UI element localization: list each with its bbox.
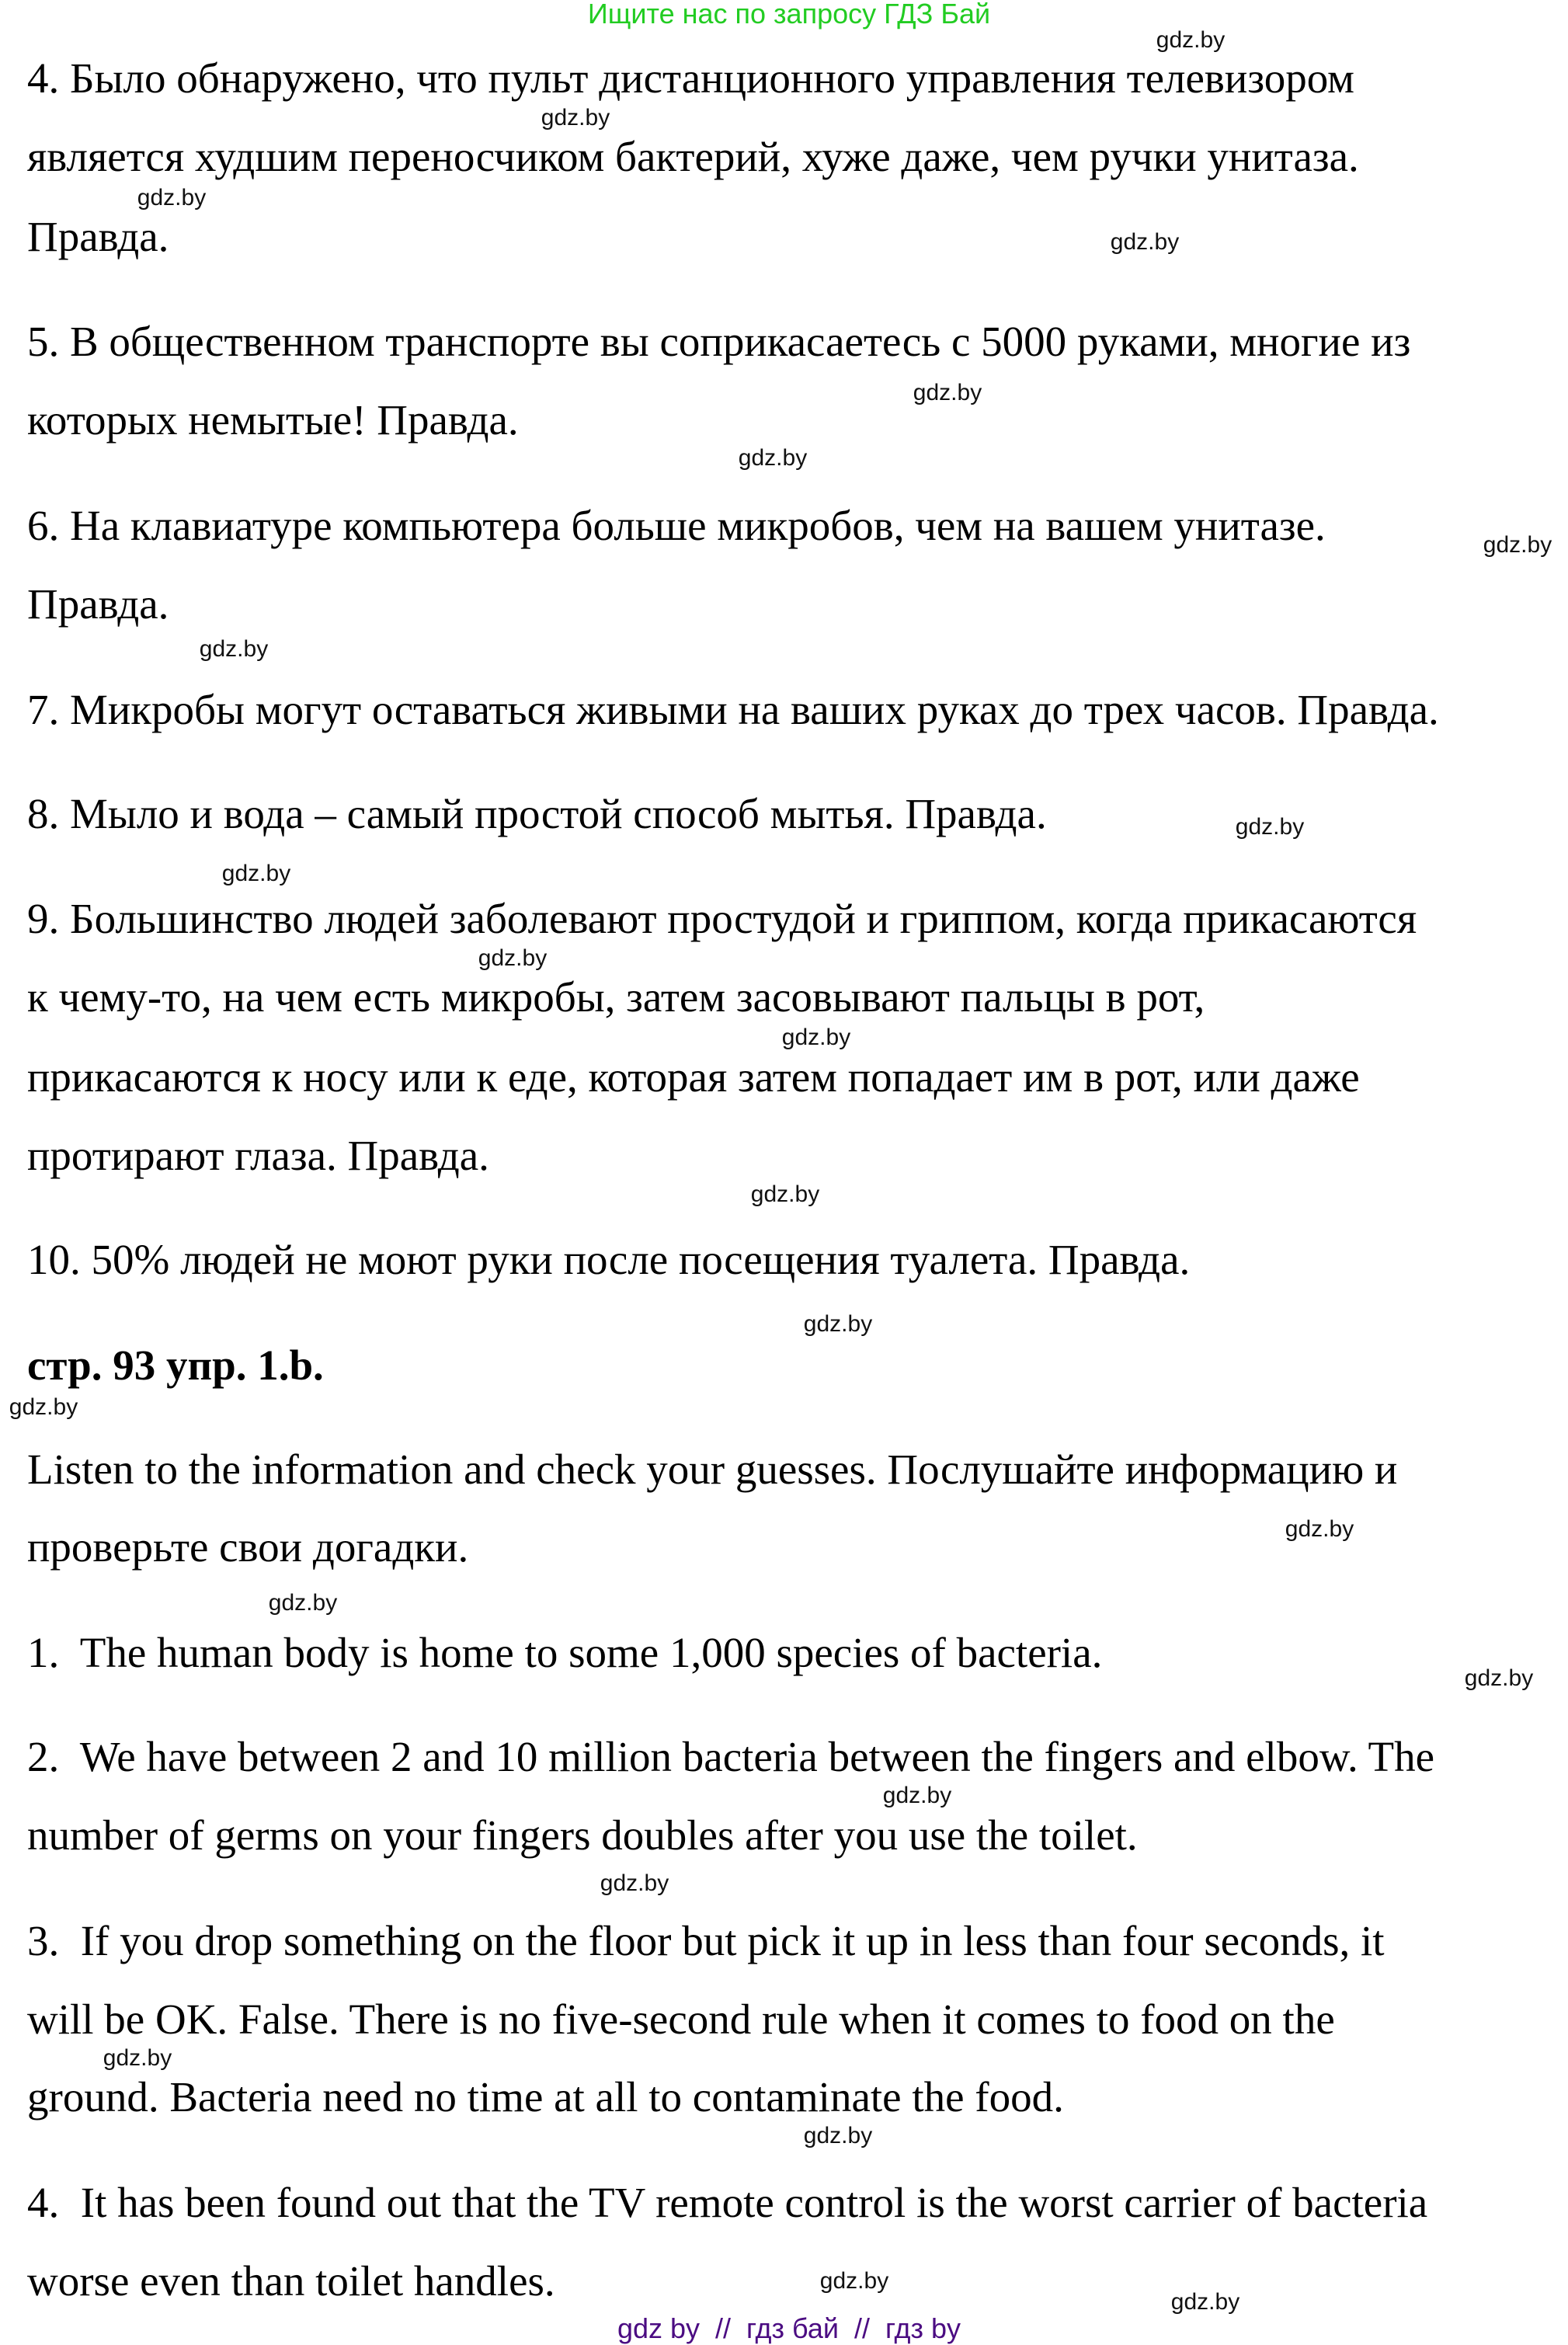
watermark: gdz.by xyxy=(781,1025,851,1050)
watermark: gdz.by xyxy=(9,1394,78,1420)
watermark: gdz.by xyxy=(1156,27,1226,53)
text-line: Правда. xyxy=(27,213,169,260)
search-banner[interactable]: Ищите нас по запросу ГДЗ Бай xyxy=(587,0,991,30)
watermark: gdz.by xyxy=(600,1870,669,1896)
text-line: к чему-то, на чем есть микробы, затем засовывают пальцы в рот, xyxy=(27,973,1205,1021)
watermark: gdz.by xyxy=(1464,1665,1534,1691)
text-line: протирают глаза. Правда. xyxy=(27,1132,489,1179)
text-line: 4. It has been found out that the TV remote control is the worst carrier of bacteria xyxy=(27,2179,1428,2226)
text-line: Правда. xyxy=(27,580,169,628)
text-line: 1. The human body is home to some 1,000 species of bacteria. xyxy=(27,1629,1103,1676)
watermark: gdz.by xyxy=(803,1311,873,1337)
watermark: gdz.by xyxy=(199,636,269,662)
text-line: 9. Большинство людей заболевают простудой и гриппом, когда прикасаются xyxy=(27,895,1417,942)
text-line: will be OK. False. There is no five-second rule when it comes to food on the xyxy=(27,1995,1335,2043)
text-line: 6. На клавиатуре компьютера больше микробов, чем на вашем унитазе. xyxy=(27,502,1326,549)
text-line: 2. We have between 2 and 10 million bacteria between the fingers and elbow. The xyxy=(27,1733,1434,1780)
text-line: 5. В общественном транспорте вы соприкасаетесь с 5000 руками, многие из xyxy=(27,318,1411,365)
watermark: gdz.by xyxy=(1170,2289,1240,2315)
watermark: gdz.by xyxy=(738,445,808,471)
watermark: gdz.by xyxy=(882,1783,952,1808)
text-line: Listen to the information and check your guesses. Послушайте информацию и xyxy=(27,1446,1398,1493)
watermark: gdz.by xyxy=(221,861,291,886)
watermark: gdz.by xyxy=(1110,229,1180,255)
text-line: ground. Bacteria need no time at all to contaminate the food. xyxy=(27,2073,1064,2121)
text-line: number of germs on your fingers doubles after you use the toilet. xyxy=(27,1811,1138,1859)
watermark: gdz.by xyxy=(103,2045,172,2071)
text-line: 4. Было обнаружено, что пульт дистанционного управления телевизором xyxy=(27,54,1354,102)
watermark: gdz.by xyxy=(268,1590,338,1616)
watermark: gdz.by xyxy=(750,1181,820,1207)
section-heading: стр. 93 упр. 1.b. xyxy=(27,1341,324,1389)
footer-links[interactable]: gdz by // гдз бай // гдз by xyxy=(617,2312,961,2344)
watermark: gdz.by xyxy=(1235,814,1305,840)
watermark: gdz.by xyxy=(1285,1516,1354,1542)
watermark: gdz.by xyxy=(541,105,610,130)
text-line: 8. Мыло и вода – самый простой способ мытья. Правда. xyxy=(27,790,1047,837)
text-line: 3. If you drop something on the floor but pick it up in less than four seconds, it xyxy=(27,1917,1385,1964)
text-line: 10. 50% людей не моют руки после посещения туалета. Правда. xyxy=(27,1236,1191,1283)
watermark: gdz.by xyxy=(137,185,207,210)
text-line: 7. Микробы могут оставаться живыми на ваших руках до трех часов. Правда. xyxy=(27,686,1439,733)
text-line: является худшим переносчиком бактерий, хуже даже, чем ручки унитаза. xyxy=(27,133,1359,180)
watermark: gdz.by xyxy=(478,945,548,971)
text-line: прикасаются к носу или к еде, которая затем попадает им в рот, или даже xyxy=(27,1053,1360,1101)
watermark: gdz.by xyxy=(1483,532,1552,558)
watermark: gdz.by xyxy=(803,2123,873,2148)
watermark: gdz.by xyxy=(819,2268,889,2294)
text-line: проверьте свои догадки. xyxy=(27,1523,469,1571)
text-line: которых немытые! Правда. xyxy=(27,396,519,444)
text-line: worse even than toilet handles. xyxy=(27,2257,555,2305)
watermark: gdz.by xyxy=(913,380,982,405)
